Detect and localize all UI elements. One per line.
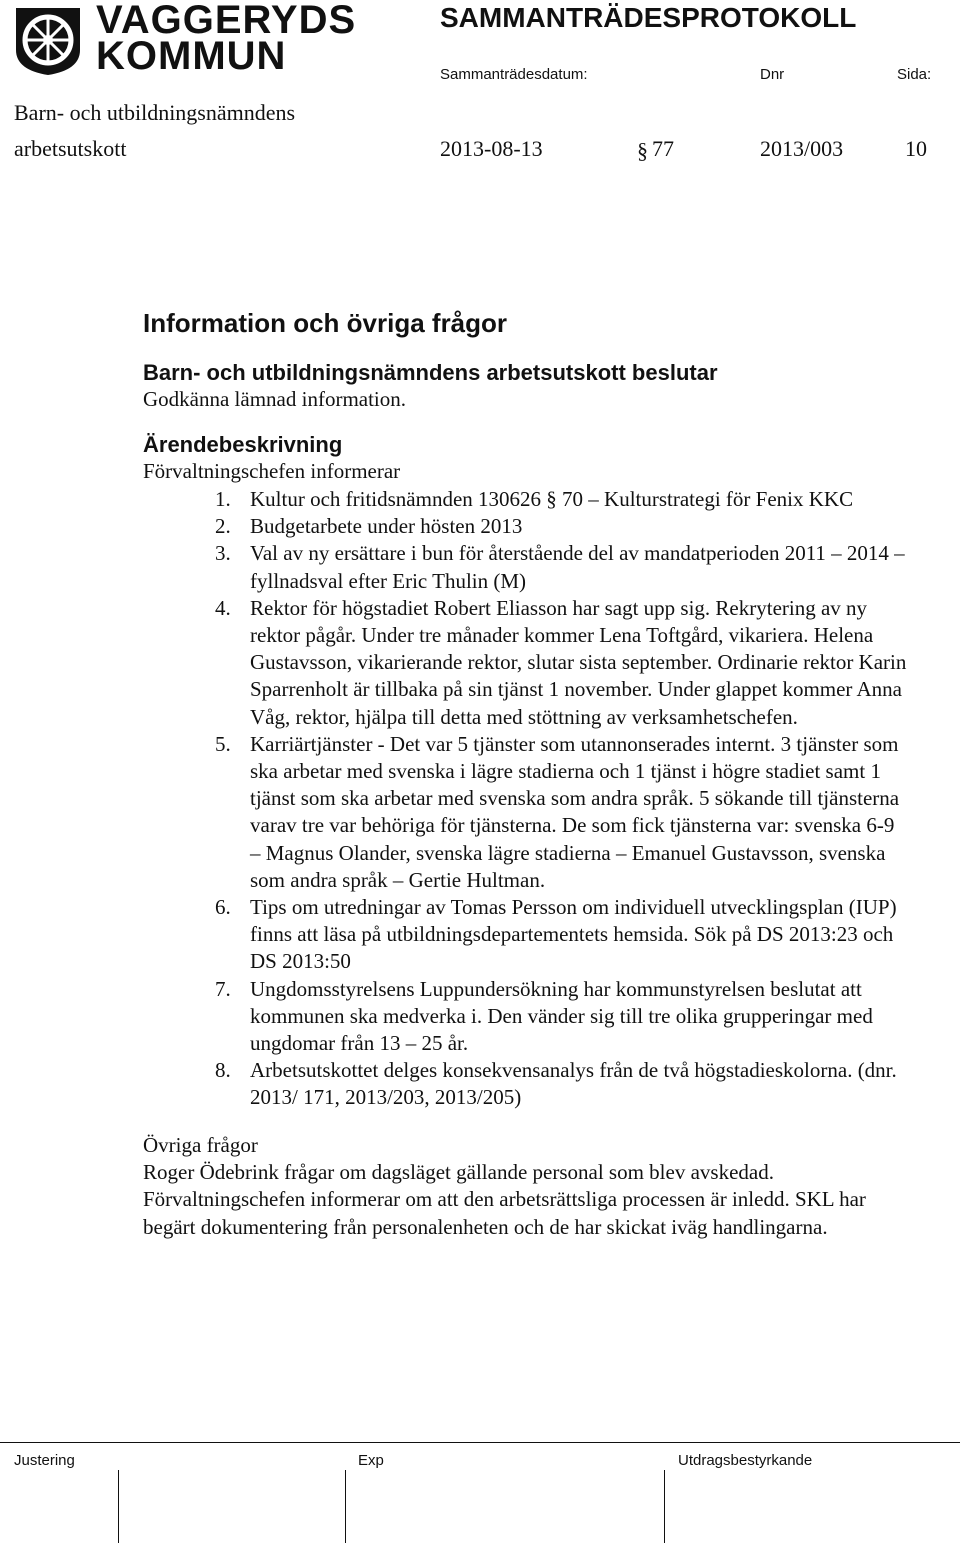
wagon-wheel-icon bbox=[12, 4, 84, 76]
page-label: Sida: bbox=[897, 66, 932, 83]
list-item bbox=[143, 976, 910, 1058]
meeting-date-label: Sammanträdesdatum: bbox=[440, 66, 588, 83]
list-item bbox=[143, 540, 910, 594]
other-questions-text: Roger Ödebrink frågar om dagsläget gällande personal som blev avskedad. Förvaltningschefen informerar om att den arbetsrättsliga processen är inledd. SKL har begärt dokumentering från personalenheten och de har skickat iväg handlingarna. bbox=[143, 1159, 866, 1239]
list-item-text: Ungdomsstyrelsens Luppundersökning har kommunstyrelsen beslutat att kommunen ska medverka i. Den vänder sig till tre olika grupperingar med ungdomar från 13 – 25 år. bbox=[250, 976, 873, 1056]
footer-justering-label: Justering bbox=[14, 1452, 75, 1469]
footer-signature-box-1 bbox=[118, 1470, 119, 1543]
list-item-text: Arbetsutskottet delges konsekvensanalys från de två högstadieskolorna. (dnr. 2013/ 171, 2013/203, 2013/205) bbox=[250, 1058, 897, 1110]
list-item-number: 6. bbox=[215, 895, 231, 920]
logo-text-line1: VAGGERYDS bbox=[96, 0, 357, 42]
list-item-number: 7. bbox=[215, 976, 231, 1001]
organization-unit: arbetsutskott bbox=[14, 136, 127, 161]
list-item-text: Val av ny ersättare i bun för återstående del av mandatperioden 2011 – 2014 – fyllnadsval efter Eric Thulin (M) bbox=[250, 541, 905, 593]
list-item-text: Rektor för högstadiet Robert Eliasson har sagt upp sig. Rekrytering av ny rektor pågår. Under tre månader kommer Lena Toftgård, vikariera. Helena Gustavsson, vikarierande rektor, slutar sista september. Ordinarie rektor Karin Sparrenholt är tillbaka på sin tjänst 1 november. Under glappet kommer Anna Våg, rektor, hjälpa till detta med stöttning av verksamhetschefen. bbox=[250, 595, 907, 729]
footer-utdrag-label: Utdragsbestyrkande bbox=[678, 1452, 813, 1469]
list-item bbox=[143, 513, 910, 540]
dnr-value: 2013/003 bbox=[760, 136, 844, 161]
footer-signature-box-3 bbox=[664, 1470, 665, 1543]
paragraph-number: 77 bbox=[652, 136, 674, 161]
information-list bbox=[143, 486, 943, 1112]
description-intro: Förvaltningschefen informerar bbox=[143, 459, 401, 483]
dnr-label: Dnr bbox=[760, 66, 785, 83]
meeting-date: 2013-08-13 bbox=[440, 136, 543, 161]
document-body bbox=[143, 300, 943, 1241]
footer-divider bbox=[0, 1442, 960, 1443]
description-heading: Ärendebeskrivning bbox=[143, 432, 343, 457]
decision-text: Godkänna lämnad information. bbox=[143, 387, 407, 411]
decision-heading: Barn- och utbildningsnämndens arbetsutskott beslutar bbox=[143, 360, 718, 385]
list-item-number: 4. bbox=[215, 595, 231, 620]
list-item bbox=[143, 486, 910, 513]
list-item bbox=[143, 1057, 910, 1111]
list-item-number: 5. bbox=[215, 731, 231, 756]
footer-signature-box-2 bbox=[345, 1470, 346, 1543]
list-item-number: 2. bbox=[215, 514, 231, 539]
paragraph-symbol: § bbox=[637, 138, 648, 163]
list-item-number: 1. bbox=[215, 487, 231, 511]
list-item bbox=[143, 731, 910, 894]
list-item-text: Karriärtjänster - Det var 5 tjänster som utannonserades internt. 3 tjänster som ska arbetar med svenska i lägre stadierna och 1 tjänst i högre stadiet samt 1 tjänst som ska arbetar med svenska som andra språk. 5 sökande till tjänsterna varav tre var behöriga för tjänsterna. De som fick tjänsterna var: svenska 6-9 – Magnus Olander, svenska lägre stadierna – Emanuel Gustavsson, svenska som andra språk – Gertie Hultman. bbox=[250, 731, 900, 892]
other-questions-heading: Övriga frågor bbox=[143, 1132, 258, 1157]
page-number: 10 bbox=[905, 136, 927, 161]
list-item-text: Tips om utredningar av Tomas Persson om individuell utvecklingsplan (IUP) finns att läsa på utbildningsdepartementets hemsida. Sök på DS 2013:23 och DS 2013:50 bbox=[250, 895, 897, 974]
organization-name: Barn- och utbildningsnämndens bbox=[14, 100, 296, 125]
list-item-number: 3. bbox=[215, 541, 231, 566]
list-item bbox=[143, 894, 910, 976]
footer-exp-label: Exp bbox=[358, 1452, 384, 1469]
logo-text-line2: KOMMUN bbox=[96, 34, 287, 78]
document-title: SAMMANTRÄDESPROTOKOLL bbox=[440, 2, 857, 33]
list-item bbox=[143, 595, 910, 731]
list-item-text: Budgetarbete under hösten 2013 bbox=[250, 514, 523, 539]
section-title: Information och övriga frågor bbox=[143, 308, 508, 338]
list-item-text: Kultur och fritidsnämnden 130626 § 70 – Kulturstrategi för Fenix KKC bbox=[250, 487, 854, 511]
list-item-number: 8. bbox=[215, 1058, 231, 1083]
